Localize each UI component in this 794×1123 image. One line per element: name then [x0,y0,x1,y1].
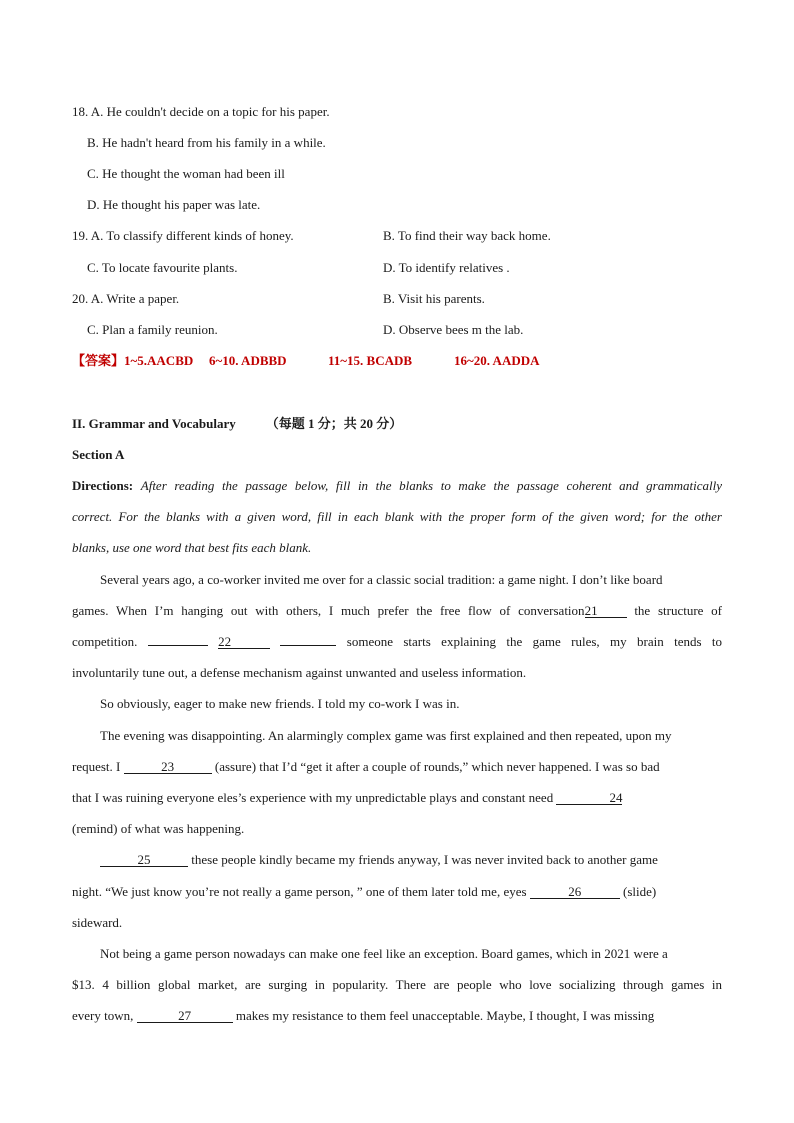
answer-key [72,353,722,369]
passage-text: that I was ruining everyone eles’s experience with my unpredictable plays and constant need [72,790,554,805]
blank-21[interactable]: 21 [585,604,627,618]
passage-p4-line-3: sideward. [72,915,123,930]
q20-option-d: D. Observe bees m the lab. [383,322,524,337]
q18-option-b: B. He hadn't heard from his family in a while. [87,135,326,150]
blank-22-lead [148,645,208,646]
passage-p5-line-3 [72,1008,722,1024]
directions-line-1 [72,478,722,494]
passage-text: the structure of [634,603,723,618]
passage-p1-line-1: Several years ago, a co-worker invited me over for a classic social tradition: a game night. I don’t like board [100,572,663,587]
q18-option-c: C. He thought the woman had been ill [87,166,285,181]
directions-label: Directions: [72,478,134,493]
answer-group-3: 11~15. BCADB [328,353,413,368]
directions-line-3: blanks, use one word that best fits each blank. [72,540,312,555]
passage-text: someone starts explaining the game rules, my brain tends to [346,634,722,649]
answer-group-4: 16~20. AADDA [454,353,540,368]
section-heading [72,416,722,432]
passage-p3-line-3 [72,790,722,806]
blank-24[interactable]: 24 [556,791,622,805]
passage-p5-line-2: $13. 4 billion global market, are surging in popularity. There are people who love socializing through games in [72,977,722,992]
passage-p1-line-4: involuntarily tune out, a defense mechanism against unwanted and useless information. [72,665,527,680]
answer-label: 【答案】 [72,353,125,368]
passage-p1-line-2 [72,603,722,619]
directions-line-2: correct. For the blanks with a given word, fill in each blank with the proper form of the given word; for the other [72,509,722,524]
passage-text: games. When I’m hanging out with others, I much prefer the free flow of conversation [72,603,585,618]
directions-text-1: After reading the passage below, fill in the blanks to make the passage coherent and grammatically [140,478,723,493]
passage-text: (assure) that I’d “get it after a couple of rounds,” which never happened. I was so bad [214,759,660,774]
blank-27[interactable]: 27 [137,1009,233,1023]
passage-text: every town, [72,1008,134,1023]
q19-option-d: D. To identify relatives . [383,260,510,275]
q18-option-a: 18. A. He couldn't decide on a topic for his paper. [72,104,330,119]
answer-group-1: 1~5.AACBD [124,353,194,368]
passage-text: night. “We just know you’re not really a game person, ” one of them later told me, eyes [72,884,527,899]
section-title: II. Grammar and Vocabulary [72,416,236,431]
section-scoring: （每题 1 分；共 20 分） [265,416,403,431]
q20-option-a: 20. A. Write a paper. [72,291,180,306]
blank-26[interactable]: 26 [530,885,620,899]
passage-text: (slide) [623,884,657,899]
passage-p5-line-1: Not being a game person nowadays can make one feel like an exception. Board games, which in 2021 were a [100,946,668,961]
passage-p4-line-2 [72,884,722,900]
blank-22-trail [280,645,336,646]
passage-text: competition. [72,634,138,649]
q19-option-c: C. To locate favourite plants. [87,260,238,275]
section-a-label: Section A [72,447,125,462]
blank-25[interactable]: 25 [100,853,188,867]
passage-p2: So obviously, eager to make new friends. I told my co-work I was in. [100,696,460,711]
q20-option-c: C. Plan a family reunion. [87,322,218,337]
passage-p3-line-2 [72,759,722,775]
q18-option-d: D. He thought his paper was late. [87,197,261,212]
passage-text: these people kindly became my friends anyway, I was never invited back to another game [191,852,658,867]
q19-option-a: 19. A. To classify different kinds of honey. [72,228,294,243]
blank-23[interactable]: 23 [124,760,212,774]
passage-p1-line-3 [72,634,722,650]
passage-p4-line-1 [100,852,722,868]
passage-text: makes my resistance to them feel unacceptable. Maybe, I thought, I was missing [235,1008,655,1023]
passage-text: request. I [72,759,121,774]
q20-option-b: B. Visit his parents. [383,291,485,306]
passage-p3-line-4: (remind) of what was happening. [72,821,245,836]
q19-option-b: B. To find their way back home. [383,228,551,243]
blank-22[interactable]: 22 [218,635,270,649]
answer-group-2: 6~10. ADBBD [209,353,287,368]
passage-p3-line-1: The evening was disappointing. An alarmingly complex game was first explained and then repeated, upon my [100,728,672,743]
